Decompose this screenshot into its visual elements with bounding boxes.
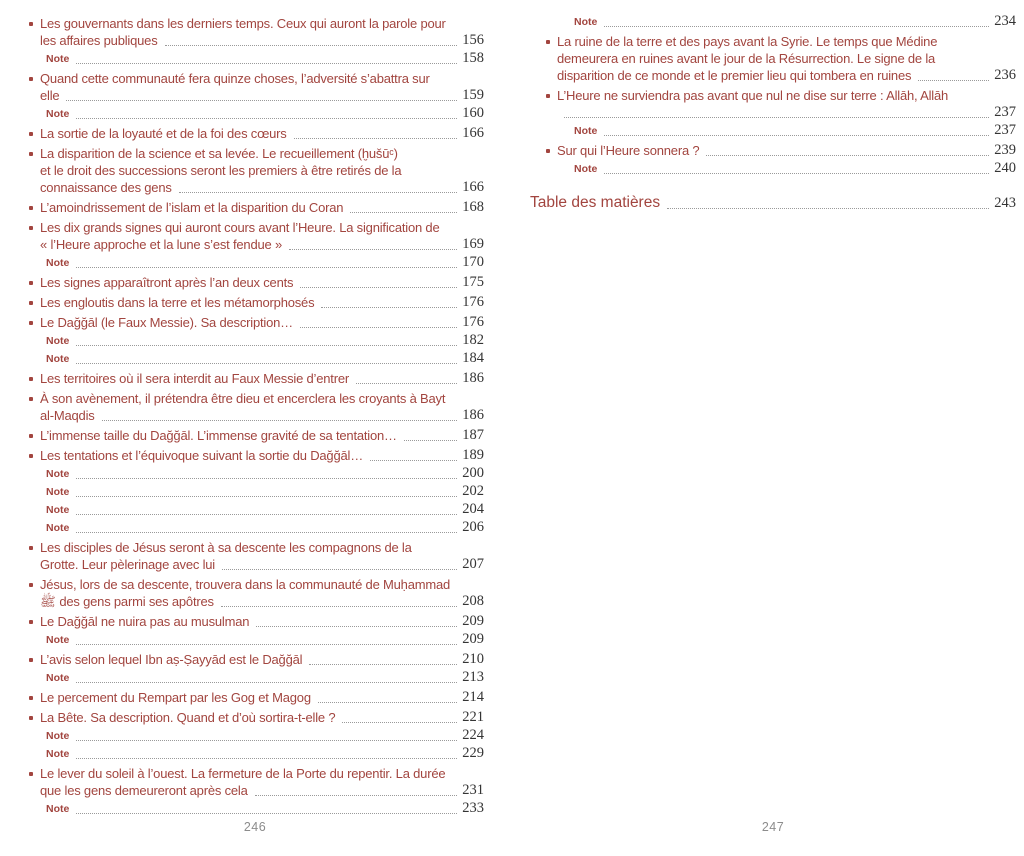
bullet-icon (29, 772, 33, 776)
page-number: 213 (462, 669, 484, 685)
toc-entry-lastline (40, 294, 484, 311)
toc-entry-lastline (40, 125, 484, 142)
toc-note (26, 745, 484, 762)
toc-entry (530, 142, 1016, 159)
toc-entry (26, 145, 484, 196)
page-number: 200 (462, 465, 484, 481)
bullet-icon (29, 397, 33, 401)
note-label: Note (46, 335, 70, 347)
toc-entry (26, 689, 484, 706)
page-right (530, 12, 1016, 212)
dot-leader (667, 208, 989, 209)
dot-leader (76, 532, 457, 533)
toc-entry-lastline (40, 199, 484, 216)
toc-entry-text: Le percement du Rempart par les Gog et Magog (40, 690, 311, 705)
toc-entry (26, 709, 484, 726)
toc-entry (530, 87, 1016, 121)
toc-entry-text: Les dix grands signes qui auront cours avant l’Heure. La signification de (40, 220, 440, 235)
toc-note (26, 519, 484, 536)
note-label: Note (46, 634, 70, 646)
page-number: 209 (462, 631, 484, 647)
dot-leader (256, 626, 457, 627)
note-label: Note (46, 108, 70, 120)
toc-entry-text: L’amoindrissement de l’islam et la disparition du Coran (40, 200, 344, 215)
dot-leader (222, 569, 457, 570)
bullet-icon (29, 546, 33, 550)
toc-heading (530, 193, 1016, 212)
toc-entry-text: les affaires publiques (40, 33, 158, 48)
bullet-icon (546, 149, 550, 153)
toc-entry-text: Grotte. Leur pèlerinage avec lui (40, 557, 215, 572)
dot-leader (76, 478, 457, 479)
dot-leader (76, 363, 457, 364)
note-label: Note (46, 522, 70, 534)
note-label: Note (574, 125, 598, 137)
toc-entry-lastline (40, 87, 484, 104)
dot-leader (309, 664, 457, 665)
page-number: 202 (462, 483, 484, 499)
toc-entry-lastline (40, 689, 484, 706)
note-label: Note (46, 53, 70, 65)
toc-entry-lastline (40, 709, 484, 726)
toc-entry-text: L’immense taille du Dağğāl. L’immense gravité de sa tentation… (40, 428, 397, 443)
bullet-icon (546, 94, 550, 98)
page-number: 209 (462, 613, 484, 629)
toc-entry-lastline (40, 32, 484, 49)
toc-entry (26, 651, 484, 668)
toc-entry (26, 274, 484, 291)
dot-leader (76, 758, 457, 759)
bullet-icon (29, 22, 33, 26)
toc-note (26, 800, 484, 817)
note-label: Note (46, 353, 70, 365)
page-number: 189 (462, 447, 484, 463)
toc-entry-text: La ruine de la terre et des pays avant la Syrie. Le temps que Médine (557, 34, 938, 49)
toc-note (26, 483, 484, 500)
dot-leader (102, 420, 458, 421)
bullet-icon (29, 696, 33, 700)
bullet-icon (546, 40, 550, 44)
toc-entry-lastline (40, 274, 484, 291)
bullet-icon (29, 281, 33, 285)
toc-entry-text: disparition de ce monde et le premier lieu qui tombera en ruines (557, 68, 912, 83)
page-number: 208 (462, 593, 484, 609)
toc-note (530, 122, 1016, 139)
page-number: 186 (462, 370, 484, 386)
dot-leader (404, 440, 457, 441)
bullet-icon (29, 377, 33, 381)
toc-entry-lastline (557, 142, 1016, 159)
page-number: 159 (462, 87, 484, 103)
toc-entry (26, 219, 484, 253)
dot-leader (221, 606, 457, 607)
bullet-icon (29, 620, 33, 624)
toc-entry (26, 70, 484, 104)
toc-entry (26, 125, 484, 142)
page-number: 168 (462, 199, 484, 215)
page-number: 224 (462, 727, 484, 743)
toc-entry-lastline (40, 782, 484, 799)
dot-leader (318, 702, 457, 703)
toc-entry-lastline (40, 651, 484, 668)
dot-leader (76, 345, 457, 346)
dot-leader (76, 740, 457, 741)
dot-leader (604, 173, 989, 174)
toc-entry-lastline (40, 179, 484, 196)
bullet-icon (29, 301, 33, 305)
dot-leader (918, 80, 989, 81)
toc-entry (26, 765, 484, 799)
dot-leader (706, 155, 989, 156)
toc-entry (26, 427, 484, 444)
toc-entry-text: Les gouvernants dans les derniers temps. Ceux qui auront la parole pour (40, 16, 446, 31)
dot-leader (76, 682, 457, 683)
toc-entry-lastline (40, 407, 484, 424)
page-number: 221 (462, 709, 484, 725)
page-number: 207 (462, 556, 484, 572)
bullet-icon (29, 454, 33, 458)
page-number: 233 (462, 800, 484, 816)
page-number: 158 (462, 50, 484, 66)
toc-entry-lastline (40, 370, 484, 387)
note-label: Note (574, 163, 598, 175)
toc-note (26, 727, 484, 744)
toc-note (26, 631, 484, 648)
toc-entry-text: Le lever du soleil à l’ouest. La fermeture de la Porte du repentir. La durée (40, 766, 446, 781)
note-label: Note (46, 257, 70, 269)
toc-entry (26, 576, 484, 610)
toc-entry-text: connaissance des gens (40, 180, 172, 195)
folio-number: 247 (761, 820, 785, 834)
bullet-icon (29, 658, 33, 662)
dot-leader (356, 383, 457, 384)
toc-entry-text: Les tentations et l’équivoque suivant la sortie du Dağğāl… (40, 448, 363, 463)
toc-entry-lastline (557, 104, 1016, 121)
page-number: 204 (462, 501, 484, 517)
page-number: 182 (462, 332, 484, 348)
page-number: 239 (994, 142, 1016, 158)
toc-entry-text: Le Dağğāl (le Faux Messie). Sa description… (40, 315, 293, 330)
dot-leader (289, 249, 457, 250)
bullet-icon (29, 132, 33, 136)
page-number: 234 (994, 13, 1016, 29)
toc-entry (26, 294, 484, 311)
page-number: 243 (994, 195, 1016, 211)
toc-note (26, 350, 484, 367)
dot-leader (294, 138, 458, 139)
page-number: 175 (462, 274, 484, 290)
dot-leader (300, 327, 457, 328)
toc-entry-text: La Bête. Sa description. Quand et d’où sortira-t-elle ? (40, 710, 336, 725)
page-number: 240 (994, 160, 1016, 176)
page-number: 176 (462, 314, 484, 330)
dot-leader (604, 135, 989, 136)
toc-entry (26, 199, 484, 216)
toc-note (530, 13, 1016, 30)
note-label: Note (46, 730, 70, 742)
folio-number: 246 (243, 820, 267, 834)
page-number: 166 (462, 125, 484, 141)
toc-note (26, 105, 484, 122)
dot-leader (76, 644, 457, 645)
dot-leader (300, 287, 457, 288)
bullet-icon (29, 321, 33, 325)
toc-entry-text: À son avènement, il prétendra être dieu et encerclera les croyants à Bayt (40, 391, 446, 406)
dot-leader (66, 100, 457, 101)
dot-leader (604, 26, 989, 27)
toc-entry-text: L’Heure ne surviendra pas avant que nul ne dise sur terre : Allāh, Allāh (557, 88, 949, 103)
dot-leader (564, 117, 989, 118)
toc-entry (530, 33, 1016, 84)
bullet-icon (29, 716, 33, 720)
toc-entry-text: et le droit des successions seront les premiers à être retirés de la (40, 163, 402, 178)
toc-entry-lastline (40, 556, 484, 573)
toc-entry-lastline (40, 427, 484, 444)
bullet-icon (29, 434, 33, 438)
toc-entry-text: que les gens demeureront après cela (40, 783, 248, 798)
toc-entry-lastline (40, 613, 484, 630)
toc-note (530, 160, 1016, 177)
page-number: 237 (994, 122, 1016, 138)
toc-entry-text: « l’Heure approche et la lune s’est fendue » (40, 237, 282, 252)
toc-entry-lastline (40, 314, 484, 331)
page-number: 156 (462, 32, 484, 48)
bullet-icon (29, 152, 33, 156)
toc-entry-text: Les engloutis dans la terre et les métamorphosés (40, 295, 315, 310)
toc-entry-text: Jésus, lors de sa descente, trouvera dans la communauté de Muḥammad (40, 577, 451, 592)
page-number: 231 (462, 782, 484, 798)
page-number: 160 (462, 105, 484, 121)
toc-entry-text: Sur qui l’Heure sonnera ? (557, 143, 700, 158)
toc-entry-text: Les territoires où il sera interdit au Faux Messie d’entrer (40, 371, 350, 386)
note-label: Note (574, 16, 598, 28)
toc-note (26, 50, 484, 67)
toc-entry-text: La disparition de la science et sa levée. Le recueillement (ḫušūᶜ) (40, 146, 398, 161)
toc-entry-text: L’avis selon lequel Ibn aṣ-Ṣayyād est le Dağğāl (40, 652, 303, 667)
page-number: 170 (462, 254, 484, 270)
toc-entry-text: elle (40, 88, 60, 103)
dot-leader (165, 45, 458, 46)
toc-note (26, 332, 484, 349)
toc-entry-text: Quand cette communauté fera quinze choses, l’adversité s’abattra sur (40, 71, 430, 86)
toc-entry-text: Le Dağğāl ne nuira pas au musulman (40, 614, 250, 629)
toc-entry-lastline (40, 447, 484, 464)
toc-entry (26, 613, 484, 630)
toc-entry-text: Les signes apparaîtront après l’an deux cents (40, 275, 294, 290)
toc-entry (26, 370, 484, 387)
dot-leader (76, 267, 457, 268)
page-number: 176 (462, 294, 484, 310)
bullet-icon (29, 206, 33, 210)
dot-leader (76, 118, 457, 119)
toc-entry (26, 390, 484, 424)
toc-entry (26, 447, 484, 464)
dot-leader (76, 514, 457, 515)
page-number: 229 (462, 745, 484, 761)
dot-leader (342, 722, 457, 723)
toc-note (26, 465, 484, 482)
page-left (26, 12, 484, 817)
toc-entry-lastline (40, 236, 484, 253)
page-number: 237 (994, 104, 1016, 120)
page-number: 184 (462, 350, 484, 366)
toc-entry-text: La sortie de la loyauté et de la foi des cœurs (40, 126, 287, 141)
toc-entry-text: ﷺ des gens parmi ses apôtres (40, 594, 214, 609)
toc-entry (26, 539, 484, 573)
note-label: Note (46, 468, 70, 480)
dot-leader (350, 212, 457, 213)
page-number: 166 (462, 179, 484, 195)
dot-leader (179, 192, 458, 193)
toc-note (26, 254, 484, 271)
dot-leader (76, 63, 457, 64)
note-label: Note (46, 672, 70, 684)
page-number: 186 (462, 407, 484, 423)
toc-heading-text: Table des matières (530, 194, 661, 211)
dot-leader (321, 307, 457, 308)
dot-leader (370, 460, 457, 461)
page-number: 169 (462, 236, 484, 252)
toc-entry (26, 314, 484, 331)
note-label: Note (46, 748, 70, 760)
page-number: 210 (462, 651, 484, 667)
bullet-icon (29, 77, 33, 81)
page-number: 236 (994, 67, 1016, 83)
page-number: 187 (462, 427, 484, 443)
dot-leader (76, 813, 457, 814)
note-label: Note (46, 803, 70, 815)
page-number: 214 (462, 689, 484, 705)
bullet-icon (29, 226, 33, 230)
toc-note (26, 669, 484, 686)
toc-entry-text: demeurera en ruines avant le jour de la Résurrection. Le signe de la (557, 51, 936, 66)
note-label: Note (46, 486, 70, 498)
dot-leader (255, 795, 458, 796)
page-number: 206 (462, 519, 484, 535)
toc-entry-text: al-Maqdis (40, 408, 95, 423)
toc-entry (26, 15, 484, 49)
toc-entry-lastline (40, 593, 484, 610)
bullet-icon (29, 583, 33, 587)
note-label: Note (46, 504, 70, 516)
dot-leader (76, 496, 457, 497)
toc-entry-text: Les disciples de Jésus seront à sa descente les compagnons de la (40, 540, 412, 555)
toc-note (26, 501, 484, 518)
toc-entry-lastline (557, 67, 1016, 84)
